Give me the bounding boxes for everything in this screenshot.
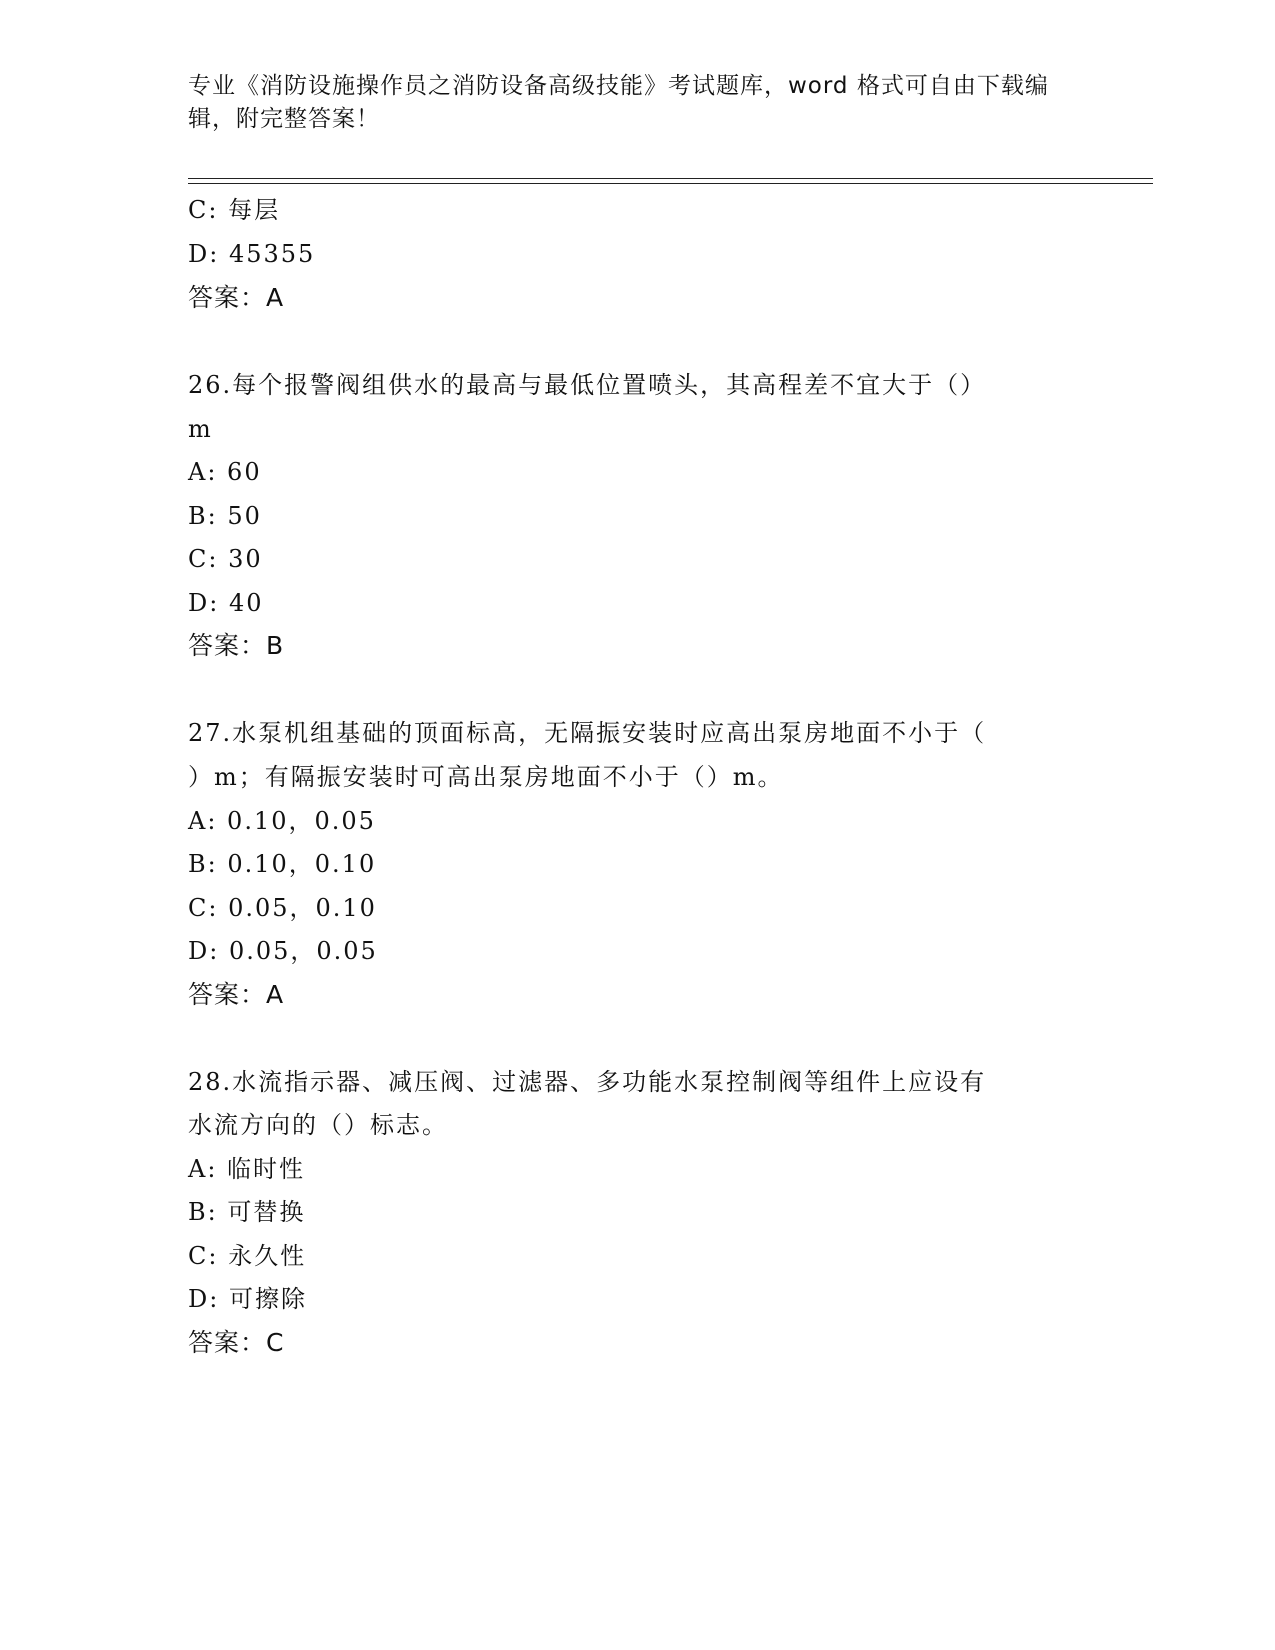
q28-stem-line-2: 水流方向的（）标志。 (188, 1111, 448, 1139)
q26-option-d: D: 40 (188, 589, 264, 617)
q26-option-c: C: 30 (188, 545, 263, 573)
q27-stem-line-2: ）m；有隔振安装时可高出泵房地面不小于（）m。 (188, 763, 784, 791)
q26-option-a: A: 60 (188, 458, 262, 486)
q28-option-c: C: 永久性 (188, 1242, 307, 1270)
q26-answer: 答案：B (188, 631, 285, 660)
q28-option-b: B: 可替换 (188, 1198, 306, 1226)
q26-option-b: B: 50 (188, 502, 262, 530)
q26-stem-line-2: m (188, 415, 213, 443)
q25-option-c: C: 每层 (188, 196, 281, 224)
document-header (188, 70, 1068, 136)
q27-answer: 答案：A (188, 980, 285, 1009)
q27-option-d: D: 0.05，0.05 (188, 937, 378, 965)
q27-stem-line-1: 27.水泵机组基础的顶面标高，无隔振安装时应高出泵房地面不小于（ (188, 719, 987, 747)
header-divider-top (188, 178, 1153, 179)
q28-stem-line-1: 28.水流指示器、减压阀、过滤器、多功能水泵控制阀等组件上应设有 (188, 1068, 987, 1096)
q27-option-a: A: 0.10，0.05 (188, 807, 376, 835)
q26-stem-line-1: 26.每个报警阀组供水的最高与最低位置喷头，其高程差不宜大于（） (188, 371, 987, 399)
q27-option-b: B: 0.10，0.10 (188, 850, 377, 878)
q28-option-a: A: 临时性 (188, 1155, 306, 1183)
q25-option-d: D: 45355 (188, 240, 316, 268)
header-divider-bottom (188, 183, 1153, 184)
header-line-2: 辑，附完整答案！ (188, 106, 380, 132)
q28-option-d: D: 可擦除 (188, 1285, 307, 1313)
q28-answer: 答案：C (188, 1328, 285, 1357)
header-line-1: 专业《消防设施操作员之消防设备高级技能》考试题库，word 格式可自由下载编 (188, 73, 1049, 99)
q25-answer: 答案：A (188, 283, 285, 312)
q27-option-c: C: 0.05，0.10 (188, 894, 377, 922)
